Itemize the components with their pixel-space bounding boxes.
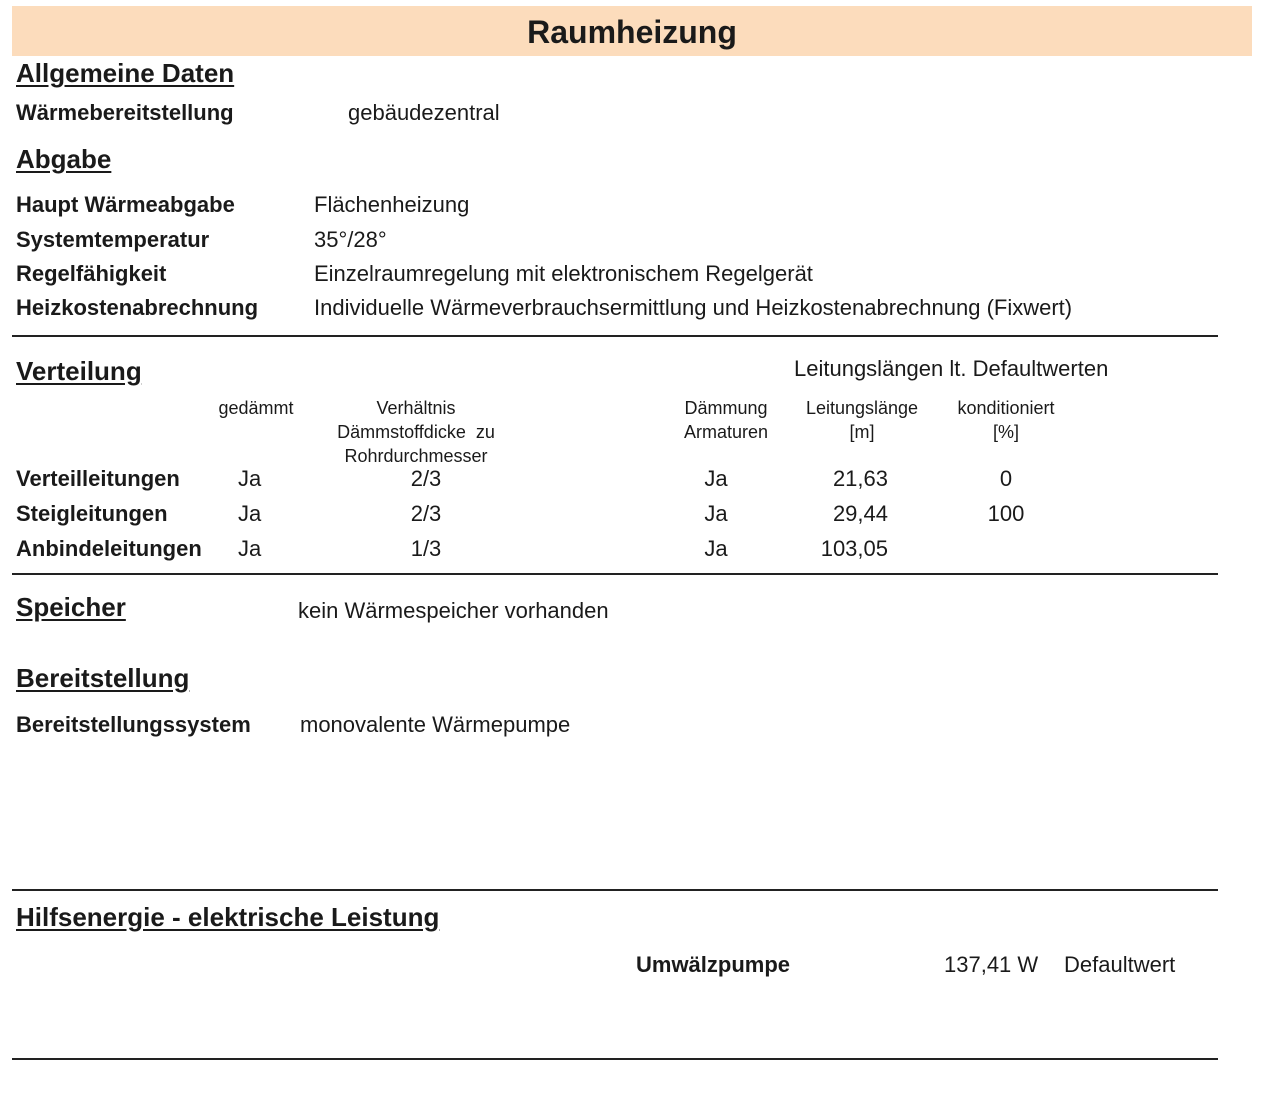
row-verhaeltnis: 2/3 <box>410 501 442 526</box>
divider <box>12 335 1218 337</box>
section-heading-verteilung: Verteilung <box>16 356 142 386</box>
speicher-value: kein Wärmespeicher vorhanden <box>298 598 609 623</box>
umwaelzpumpe-note: Defaultwert <box>1064 952 1176 977</box>
col-header-verhaeltnis: Verhältnis Dämmstoffdicke zu Rohrdurchmesser <box>337 398 495 466</box>
waermebereitstellung-value: gebäudezentral <box>348 100 500 125</box>
row-laenge: 21,63 <box>832 466 888 491</box>
waermebereitstellung-label: Wärmebereitstellung <box>16 100 234 125</box>
row-gedaemmt: Ja <box>238 536 262 561</box>
abgabe-value-systemtemperatur: 35°/28° <box>314 227 387 252</box>
col-header-leitungslaenge: Leitungslänge [m] <box>805 398 919 442</box>
abgabe-label-regelfaehigkeit: Regelfähigkeit <box>16 261 167 286</box>
row-konditioniert: 100 <box>987 501 1025 526</box>
abgabe-label-heizkostenabrechnung: Heizkostenabrechnung <box>16 295 259 320</box>
divider <box>12 1058 1218 1060</box>
col-header-daemmung-armaturen: Dämmung Armaturen <box>683 398 769 442</box>
row-laenge: 29,44 <box>832 501 888 526</box>
abgabe-label-haupt-waermeabgabe: Haupt Wärmeabgabe <box>16 192 235 217</box>
row-verhaeltnis: 2/3 <box>410 466 442 491</box>
col-header-gedaemmt: gedämmt <box>218 398 294 418</box>
bereitstellungssystem-label: Bereitstellungssystem <box>16 712 251 737</box>
row-daemmung: Ja <box>704 466 728 491</box>
abgabe-value-heizkostenabrechnung: Individuelle Wärmeverbrauchsermittlung und Heizkostenabrechnung (Fixwert) <box>314 295 1073 320</box>
abgabe-value-regelfaehigkeit: Einzelraumregelung mit elektronischem Regelgerät <box>314 261 813 286</box>
section-heading-speicher: Speicher <box>16 592 126 622</box>
umwaelzpumpe-value: 137,41 W <box>944 952 1039 977</box>
section-heading-allgemeine-daten: Allgemeine Daten <box>16 58 235 88</box>
row-daemmung: Ja <box>704 501 728 526</box>
title-bar <box>12 6 1252 56</box>
page-title: Raumheizung <box>527 14 737 50</box>
row-konditioniert: 0 <box>999 466 1013 491</box>
section-heading-abgabe: Abgabe <box>16 144 112 174</box>
section-heading-hilfsenergie: Hilfsenergie - elektrische Leistung <box>16 902 440 932</box>
verteilung-note: Leitungslängen lt. Defaultwerten <box>794 356 1109 381</box>
row-label: Verteilleitungen <box>16 466 180 491</box>
row-laenge: 103,05 <box>820 536 888 561</box>
row-gedaemmt: Ja <box>238 501 262 526</box>
divider <box>12 573 1218 575</box>
row-verhaeltnis: 1/3 <box>410 536 442 561</box>
abgabe-value-haupt-waermeabgabe: Flächenheizung <box>314 192 470 217</box>
section-heading-bereitstellung: Bereitstellung <box>16 663 190 693</box>
umwaelzpumpe-label: Umwälzpumpe <box>636 952 791 977</box>
row-label: Anbindeleitungen <box>16 536 202 561</box>
bereitstellungssystem-value: monovalente Wärmepumpe <box>300 712 571 737</box>
row-gedaemmt: Ja <box>238 466 262 491</box>
row-daemmung: Ja <box>704 536 728 561</box>
col-header-konditioniert: konditioniert [%] <box>957 398 1055 442</box>
row-label: Steigleitungen <box>16 501 168 526</box>
divider <box>12 889 1218 891</box>
abgabe-label-systemtemperatur: Systemtemperatur <box>16 227 210 252</box>
